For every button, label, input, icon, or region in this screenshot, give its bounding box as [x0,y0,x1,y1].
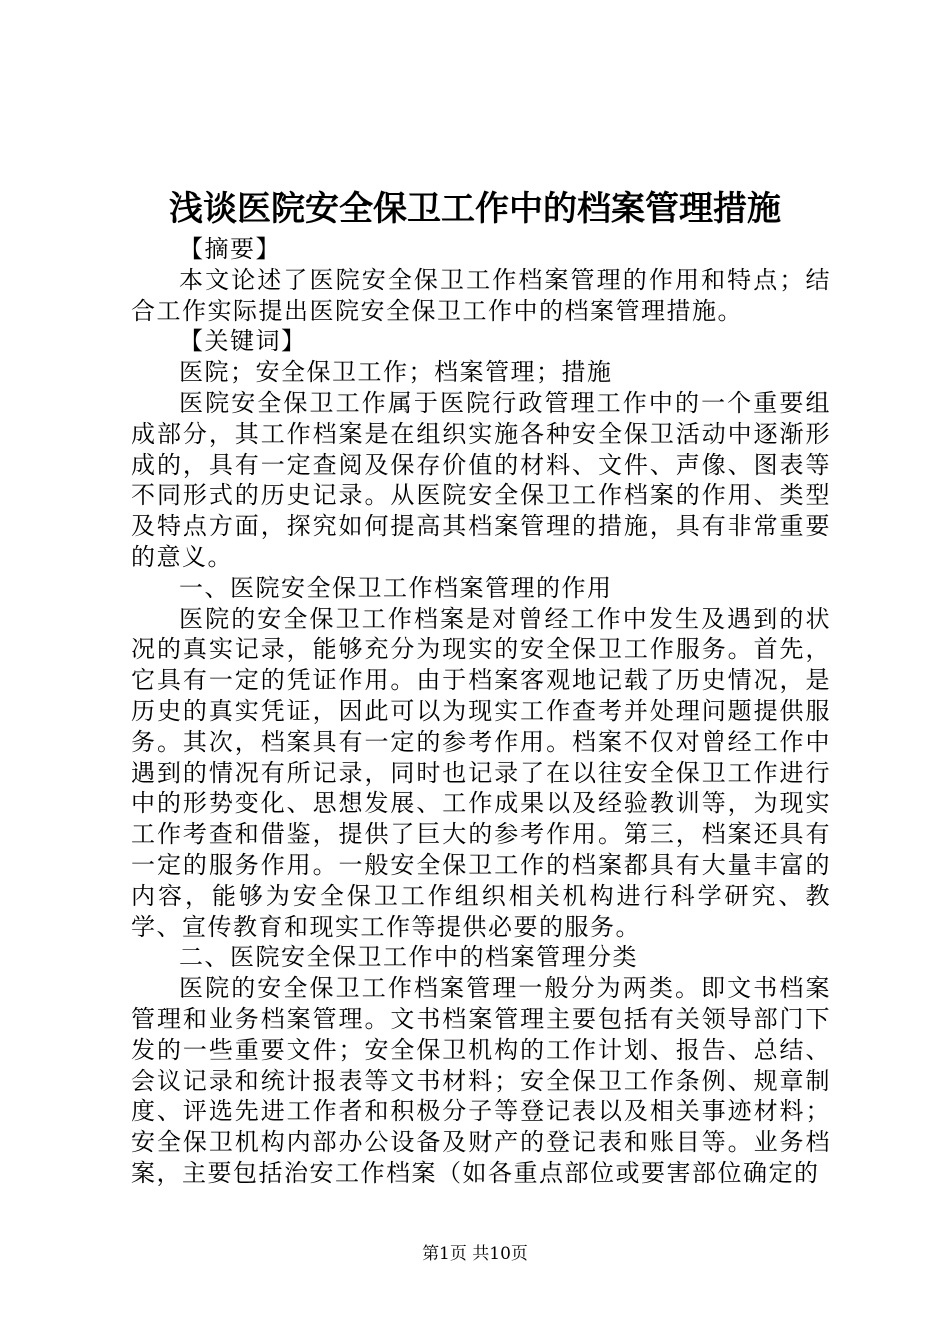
intro-paragraph: 医院安全保卫工作属于医院行政管理工作中的一个重要组成部分，其工作档案是在组织实施各种安全保卫活动中逐渐形成的，具有一定查阅及保存价值的材料、文件、声像、图表等不同形式的历史记录。从医院安全保卫工作档案的作用、类型及特点方面，探究如何提高其档案管理的措施，具有非常重要的意义。 [131,388,831,571]
document-title: 浅谈医院安全保卫工作中的档案管理措施 [169,189,781,229]
abstract-text: 本文论述了医院安全保卫工作档案管理的作用和特点；结合工作实际提出医院安全保卫工作中的档案管理措施。 [131,265,831,325]
document-body [131,234,831,1189]
keywords-text: 医院；安全保卫工作；档案管理；措施 [179,358,613,387]
page-footer: 第1页 共10页 [422,1244,528,1264]
section-2-paragraph: 医院的安全保卫工作档案管理一般分为两类。即文书档案管理和业务档案管理。文书档案管理主要包括有关领导部门下发的一些重要文件；安全保卫机构的工作计划、报告、总结、会议记录和统计报表等文书材料；安全保卫工作条例、规章制度、评选先进工作者和积极分子等登记表以及相关事迹材料；安全保卫机构内部办公设备及财产的登记表和账目等。业务档案，主要包括治安工作档案（如各重点部位或要害部位确定的 [131,974,831,1187]
abstract-heading: 【摘要】 [179,235,281,263]
keywords-heading: 【关键词】 [179,327,307,356]
section-1-paragraph: 医院的安全保卫工作档案是对曾经工作中发生及遇到的状况的真实记录，能够充分为现实的安全保卫工作服务。首先，它具有一定的凭证作用。由于档案客观地记载了历史情况，是历史的真实凭证，因此可以为现实工作查考并处理问题提供服务。其次，档案具有一定的参考作用。档案不仅对曾经工作中遇到的情况有所记录，同时也记录了在以往安全保卫工作进行中的形势变化、思想发展、工作成果以及经验教训等，为现实工作考查和借鉴，提供了巨大的参考作用。第三，档案还具有一定的服务作用。一般安全保卫工作的档案都具有大量丰富的内容，能够为安全保卫工作组织相关机构进行科学研究、教学、宣传教育和现实工作等提供必要的服务。 [131,604,831,941]
section-heading-2: 二、医院安全保卫工作中的档案管理分类 [179,943,638,972]
section-heading-1: 一、医院安全保卫工作档案管理的作用 [179,573,613,602]
